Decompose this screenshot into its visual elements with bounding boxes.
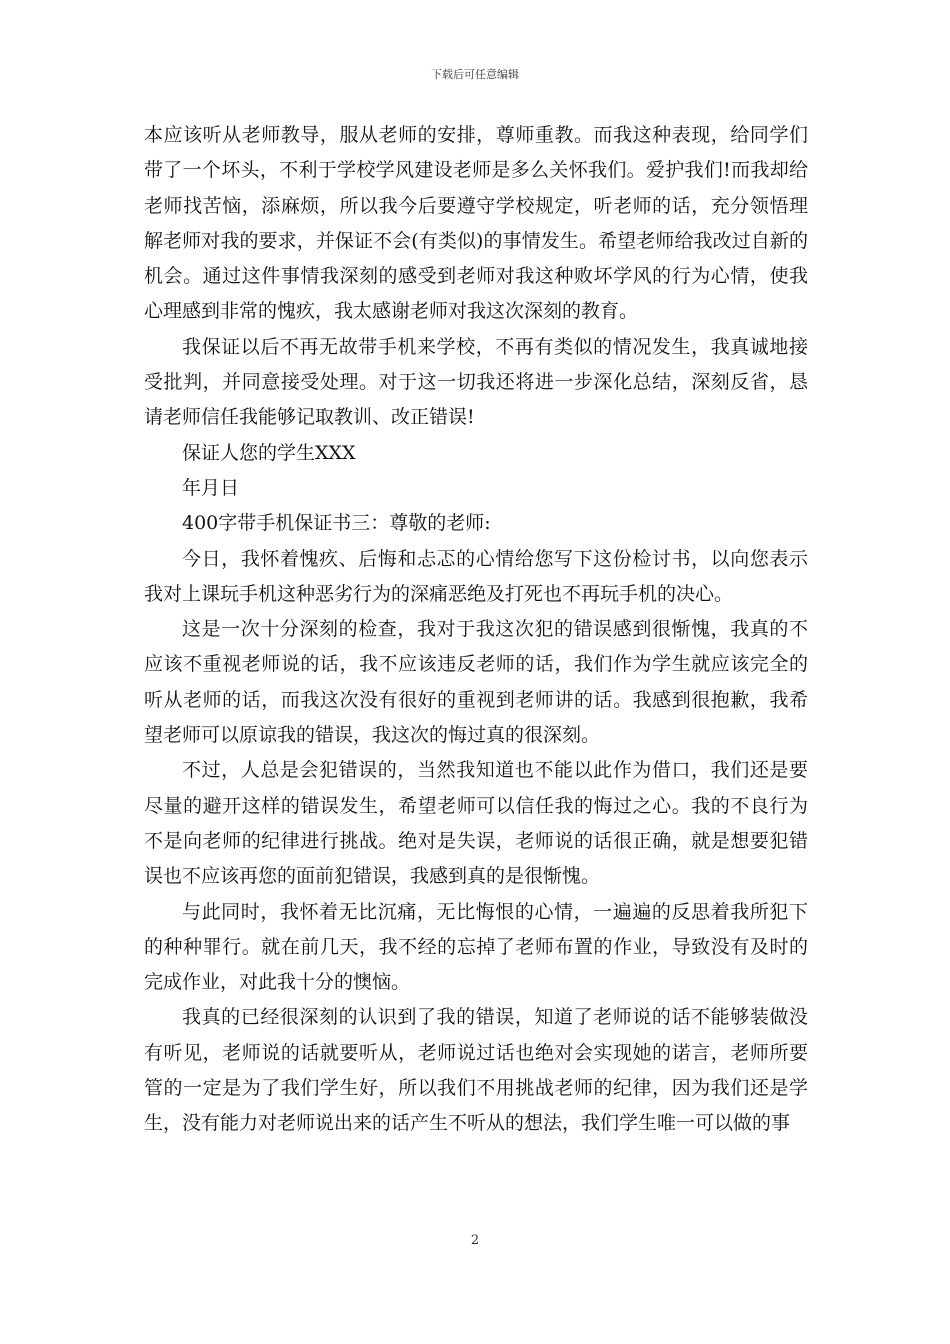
paragraph: 这是一次十分深刻的检查，我对于我这次犯的错误感到很惭愧，我真的不应该不重视老师说的话，我不应该违反老师的话，我们作为学生就应该完全的听从老师的话，而我这次没有很好的重视到老师讲的话。我感到很抱歉，我希望老师可以原谅我的错误，我这次的悔过真的很深刻。 — [144, 618, 808, 747]
paragraph: 我保证以后不再无故带手机来学校，不再有类似的情况发生，我真诚地接受批判，并同意接受处理。对于这一切我还将进一步深化总结，深刻反省，恳请老师信任我能够记取教训、改正错误! — [144, 335, 808, 429]
section-heading: 400字带手机保证书三：尊敬的老师: — [182, 512, 491, 535]
page-header: 下载后可任意编辑 — [431, 68, 519, 81]
paragraph: 不过，人总是会犯错误的，当然我知道也不能以此作为借口，我们还是要尽量的避开这样的错误发生，希望老师可以信任我的悔过之心。我的不良行为不是向老师的纪律进行挑战。绝对是失误，老师说的话很正确，就是想要犯错误也不应该再您的面前犯错误，我感到真的是很惭愧。 — [144, 759, 808, 888]
page-number: 2 — [470, 1233, 480, 1248]
paragraph: 我真的已经很深刻的认识到了我的错误，知道了老师说的话不能够装做没有听见，老师说的话就要听从，老师说过话也绝对会实现她的诺言，老师所要管的一定是为了我们学生好，所以我们不用挑战老师的纪律，因为我们还是学生，没有能力对老师说出来的话产生不听从的想法，我们学生唯一可以做的事 — [144, 1006, 808, 1135]
paragraph: 与此同时，我怀着无比沉痛，无比悔恨的心情，一遍遍的反思着我所犯下的种种罪行。就在前几天，我不经的忘掉了老师布置的作业，导致没有及时的完成作业，对此我十分的懊恼。 — [144, 900, 808, 994]
document-body — [144, 118, 808, 1142]
date-line: 年月日 — [182, 476, 240, 499]
paragraph: 今日，我怀着愧疚、后悔和忐忑的心情给您写下这份检讨书，以向您表示我对上课玩手机这种恶劣行为的深痛恶绝及打死也不再玩手机的决心。 — [144, 547, 808, 605]
paragraph: 本应该听从老师教导，服从老师的安排，尊师重教。而我这种表现，给同学们带了一个坏头，不利于学校学风建设老师是多么关怀我们。爱护我们!而我却给老师找苦恼，添麻烦，所以我今后要遵守学校规定，听老师的话，充分领悟理解老师对我的要求，并保证不会(有类似)的事情发生。希望老师给我改过自新的机会。通过这件事情我深刻的感受到老师对我这种败坏学风的行为心情，使我心理感到非常的愧疚，我太感谢老师对我这次深刻的教育。 — [144, 124, 808, 323]
signature-line: 保证人您的学生XXX — [182, 441, 356, 464]
